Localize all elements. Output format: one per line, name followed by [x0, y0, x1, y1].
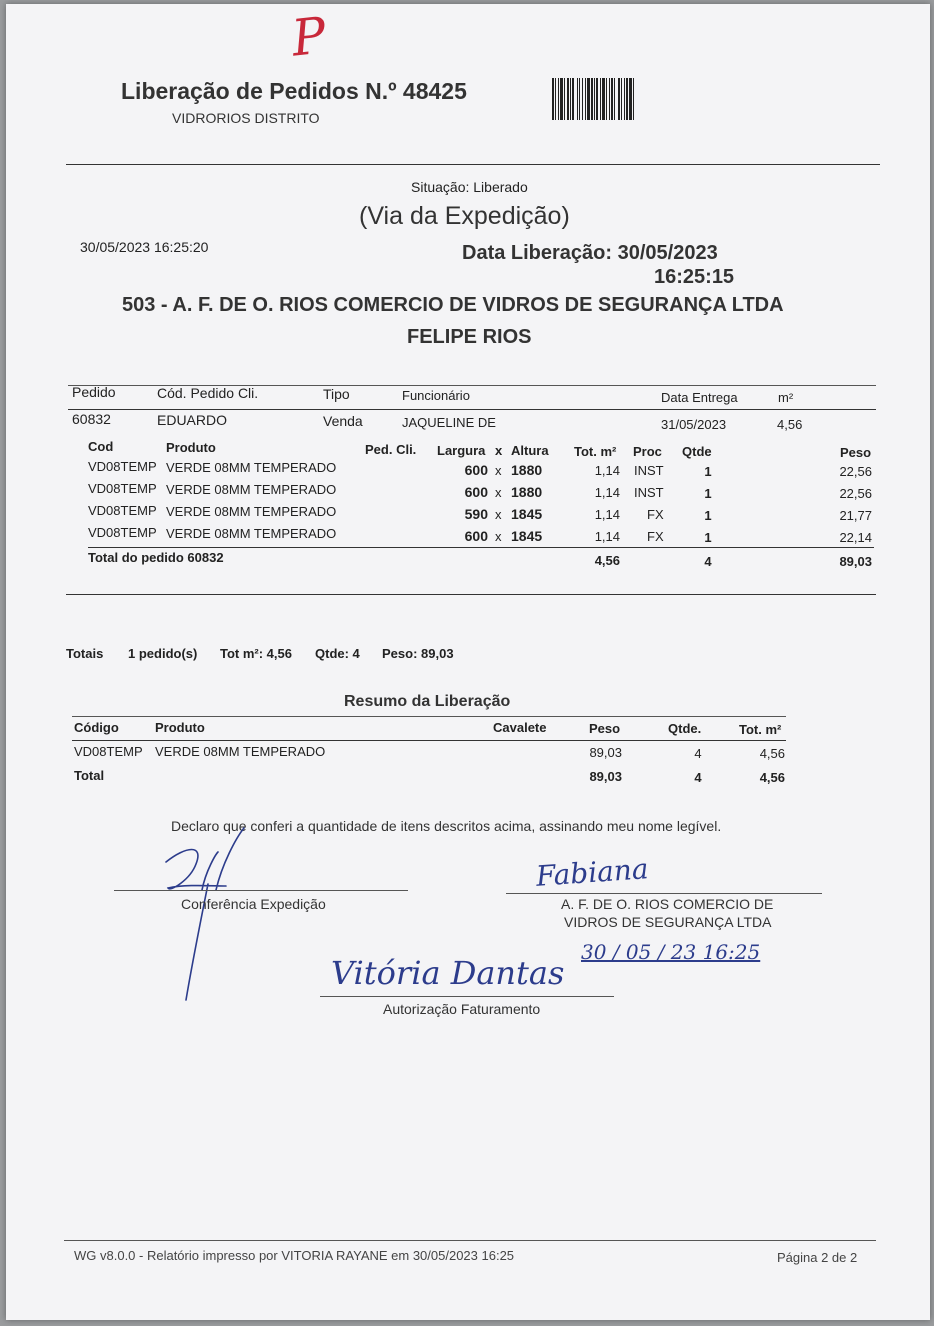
- totals-pedidos: 1 pedido(s): [128, 646, 198, 661]
- footer-line: [64, 1240, 876, 1241]
- header-m2: m²: [778, 390, 794, 405]
- summary-total-label: Total: [74, 768, 105, 783]
- item-qtde: 1: [704, 486, 712, 501]
- items-header-ped-cli: Ped. Cli.: [365, 442, 417, 457]
- item-x: x: [495, 463, 502, 478]
- summary-header-peso: Peso: [589, 721, 621, 736]
- section-divider: [66, 594, 876, 595]
- item-tot-m2: 1,14: [594, 507, 620, 522]
- item-x: x: [495, 485, 502, 500]
- summary-peso: 89,03: [589, 745, 622, 760]
- situation-text: Situação: Liberado: [411, 179, 528, 195]
- item-tot-m2: 1,14: [594, 463, 620, 478]
- summary-total-peso: 89,03: [589, 769, 622, 784]
- header-tipo: Tipo: [323, 386, 350, 402]
- order-funcionario: JAQUELINE DE: [402, 415, 496, 430]
- summary-header-line: [72, 740, 786, 741]
- barcode-bar: [564, 78, 565, 120]
- expedition-label: Conferência Expedição: [181, 896, 326, 912]
- barcode-bar: [552, 78, 554, 120]
- barcode-bar: [606, 78, 607, 120]
- barcode-bar: [555, 78, 556, 120]
- summary-codigo: VD08TEMP: [74, 744, 143, 759]
- order-data-entrega: 31/05/2023: [661, 417, 727, 432]
- header-cod-pedido-cli: Cód. Pedido Cli.: [157, 385, 259, 401]
- header-pedido: Pedido: [72, 384, 116, 400]
- client-contact: FELIPE RIOS: [407, 326, 532, 348]
- summary-header-produto: Produto: [155, 720, 205, 735]
- barcode-bar: [585, 78, 586, 120]
- items-header-altura: Altura: [511, 443, 549, 458]
- summary-header-qtde: Qtde.: [668, 721, 702, 736]
- items-header-largura: Largura: [437, 443, 486, 458]
- barcode-bar: [611, 78, 613, 120]
- item-largura: 590: [464, 506, 488, 522]
- item-produto: VERDE 08MM TEMPERADO: [166, 482, 337, 497]
- item-altura: 1845: [511, 528, 543, 544]
- item-x: x: [495, 529, 502, 544]
- order-total-m2: 4,56: [594, 553, 620, 568]
- item-proc: FX: [647, 529, 664, 544]
- items-header-tot-m2: Tot. m²: [574, 444, 617, 459]
- item-produto: VERDE 08MM TEMPERADO: [166, 526, 337, 541]
- item-qtde: 1: [704, 508, 712, 523]
- item-largura: 600: [464, 462, 488, 478]
- document-page: [6, 4, 930, 1320]
- summary-total-tot-m2: 4,56: [759, 770, 785, 785]
- authorization-label: Autorização Faturamento: [383, 1001, 541, 1017]
- footer-printed-by: WG v8.0.0 - Relatório impresso por VITORIA RAYANE em 30/05/2023 16:25: [74, 1248, 515, 1263]
- item-proc: FX: [647, 507, 664, 522]
- item-x: x: [495, 507, 502, 522]
- barcode-image: [552, 78, 694, 120]
- header-data-entrega: Data Entrega: [661, 390, 738, 405]
- barcode-bar: [591, 78, 593, 120]
- item-peso: 21,77: [839, 508, 872, 523]
- order-total-label: Total do pedido 60832: [88, 550, 224, 565]
- item-altura: 1845: [511, 506, 543, 522]
- order-pedido: 60832: [72, 411, 111, 427]
- items-total-line: [88, 547, 874, 548]
- item-cod: VD08TEMP: [88, 481, 157, 496]
- item-tot-m2: 1,14: [594, 529, 620, 544]
- summary-produto: VERDE 08MM TEMPERADO: [155, 744, 326, 759]
- summary-qtde: 4: [694, 746, 702, 761]
- barcode-bar: [626, 78, 628, 120]
- company-line-2: VIDROS DE SEGURANÇA LTDA: [564, 914, 772, 930]
- summary-header-cavalete: Cavalete: [493, 720, 547, 735]
- item-largura: 600: [464, 528, 488, 544]
- items-header-qtde: Qtde: [682, 444, 712, 459]
- item-peso: 22,56: [839, 486, 872, 501]
- header-divider: [66, 164, 880, 165]
- summary-total-qtde: 4: [694, 770, 702, 785]
- item-qtde: 1: [704, 464, 712, 479]
- summary-header-tot-m2: Tot. m²: [739, 722, 782, 737]
- release-date: Data Liberação: 30/05/2023: [462, 242, 718, 264]
- items-header-peso: Peso: [840, 445, 872, 460]
- order-tipo: Venda: [323, 413, 363, 429]
- barcode-bar: [579, 78, 580, 120]
- item-cod: VD08TEMP: [88, 525, 157, 540]
- summary-title: Resumo da Liberação: [344, 693, 511, 710]
- totals-label: Totais: [66, 646, 104, 661]
- barcode-bar: [577, 78, 578, 120]
- footer-page: Página 2 de 2: [777, 1250, 858, 1265]
- client-line: 503 - A. F. DE O. RIOS COMERCIO DE VIDROS DE SEGURANÇA LTDA: [122, 294, 784, 316]
- handwritten-mark: P: [289, 6, 329, 68]
- declaration-text: Declaro que conferi a quantidade de itens descritos acima, assinando meu nome legível.: [171, 818, 722, 834]
- summary-header-codigo: Código: [74, 720, 119, 735]
- barcode-bar: [614, 78, 615, 120]
- barcode-bar: [621, 78, 622, 120]
- expedition-signature-line: [114, 890, 408, 891]
- print-datetime: 30/05/2023 16:25:20: [80, 239, 209, 255]
- via-text: (Via da Expedição): [359, 202, 570, 230]
- barcode-bar: [596, 78, 598, 120]
- expedition-signature-scribble: [156, 824, 256, 1004]
- order-cod-pedido-cli: EDUARDO: [157, 412, 228, 428]
- barcode-bar: [567, 78, 569, 120]
- barcode-bar: [609, 78, 610, 120]
- release-time: 16:25:15: [654, 266, 735, 288]
- barcode-bar: [594, 78, 595, 120]
- barcode-bar: [624, 78, 625, 120]
- authorization-signature-line: [320, 996, 614, 997]
- item-cod: VD08TEMP: [88, 503, 157, 518]
- item-cod: VD08TEMP: [88, 459, 157, 474]
- barcode-bar: [560, 78, 563, 120]
- barcode-bar: [558, 78, 559, 120]
- items-header-cod: Cod: [88, 439, 114, 454]
- barcode-bar: [602, 78, 605, 120]
- order-total-peso: 89,03: [839, 554, 872, 569]
- company-line-1: A. F. DE O. RIOS COMERCIO DE: [561, 896, 774, 912]
- totals-peso: Peso: 89,03: [382, 646, 454, 661]
- item-peso: 22,56: [839, 464, 872, 479]
- handwritten-date: 30 / 05 / 23 16:25: [581, 940, 761, 964]
- order-total-qtde: 4: [704, 554, 712, 569]
- barcode-bar: [572, 78, 574, 120]
- item-altura: 1880: [511, 484, 543, 500]
- summary-top-line: [72, 716, 786, 717]
- item-proc: INST: [634, 463, 664, 478]
- barcode-bar: [582, 78, 583, 120]
- barcode-bar: [600, 78, 601, 120]
- items-header-proc: Proc: [633, 444, 662, 459]
- item-tot-m2: 1,14: [594, 485, 620, 500]
- item-proc: INST: [634, 485, 664, 500]
- items-header-produto: Produto: [166, 440, 216, 455]
- barcode-bar: [629, 78, 632, 120]
- barcode-bar: [633, 78, 634, 120]
- item-altura: 1880: [511, 462, 543, 478]
- document-title: Liberação de Pedidos N.º 48425: [121, 78, 467, 104]
- authorization-signature: Vitória Dantas: [331, 954, 565, 992]
- item-peso: 22,14: [839, 530, 872, 545]
- item-qtde: 1: [704, 530, 712, 545]
- order-header-line: [68, 409, 876, 410]
- item-produto: VERDE 08MM TEMPERADO: [166, 460, 337, 475]
- totals-m2: Tot m²: 4,56: [220, 646, 292, 661]
- company-signature: Fabiana: [534, 852, 650, 893]
- header-funcionario: Funcionário: [402, 388, 470, 403]
- company-signature-line: [506, 893, 822, 894]
- barcode-bar: [570, 78, 571, 120]
- item-largura: 600: [464, 484, 488, 500]
- item-produto: VERDE 08MM TEMPERADO: [166, 504, 337, 519]
- company-name: VIDRORIOS DISTRITO: [172, 110, 320, 126]
- summary-tot-m2: 4,56: [759, 746, 785, 761]
- barcode-bar: [587, 78, 590, 120]
- items-header-x: x: [495, 443, 503, 458]
- barcode-bar: [618, 78, 620, 120]
- order-m2: 4,56: [777, 417, 803, 432]
- totals-qtde: Qtde: 4: [315, 646, 360, 661]
